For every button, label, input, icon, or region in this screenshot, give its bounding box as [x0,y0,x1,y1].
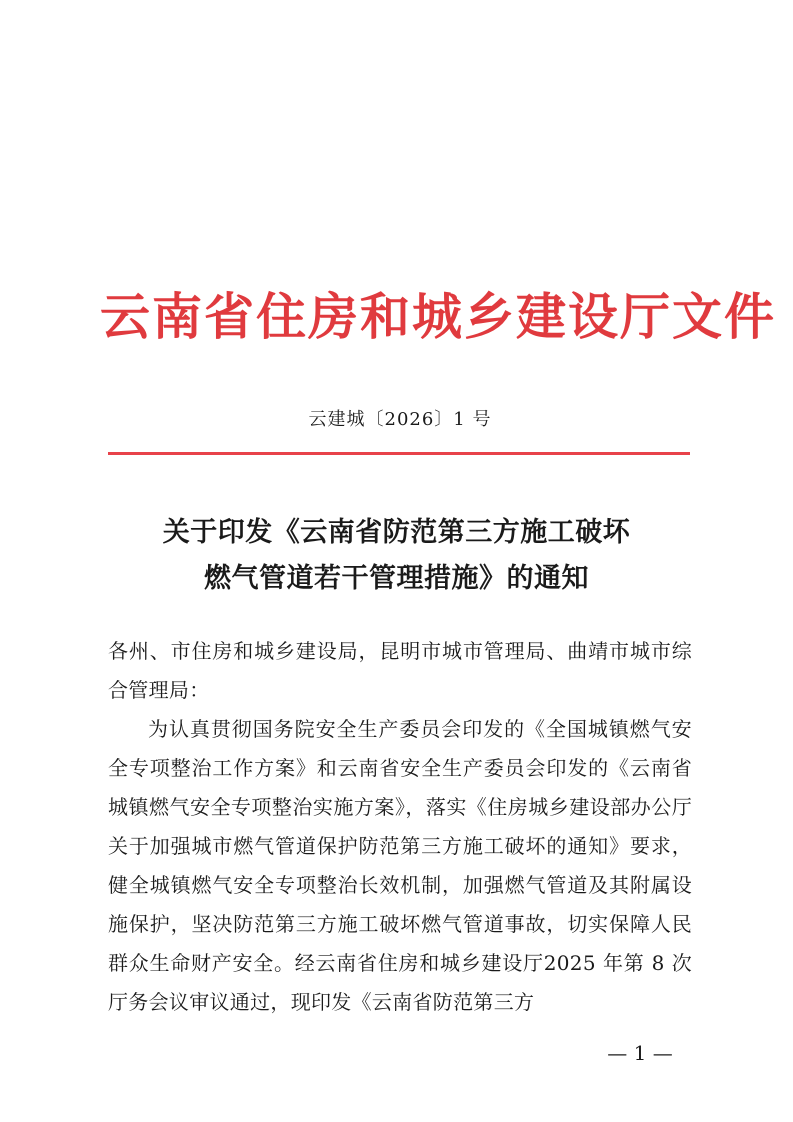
title-line-1: 关于印发《云南省防范第三方施工破坏 [162,517,631,548]
page-number: — 1 — [607,1041,673,1065]
red-separator-line [108,452,690,455]
document-body [108,632,692,1022]
issuer-header: 云南省住房和城乡建设厅文件 [100,287,776,346]
title-line-2: 燃气管道若干管理措施》的通知 [204,563,589,594]
document-number: 云建城〔2026〕1 号 [308,409,492,430]
document-title [80,510,713,602]
body-paragraph-1: 为认真贯彻国务院安全生产委员会印发的《全国城镇燃气安全专项整治工作方案》和云南省安全生产委员会印发的《云南省城镇燃气安全专项整治实施方案》，落实《住房城乡建设部办公厅关于加强城市燃气管道保护防范第三方施工破坏的通知》要求，健全城镇燃气安全专项整治长效机制，加强燃气管道及其附属设施保护，坚决防范第三方施工破坏燃气管道事故，切实保障人民群众生命财产安全。经云南省住房和城乡建设厅2025 年第 8 次厅务会议审议通过，现印发《云南省防范第三方 [108,717,692,1014]
salutation: 各州、市住房和城乡建设局，昆明市城市管理局、曲靖市城市综合管理局： [108,639,692,702]
